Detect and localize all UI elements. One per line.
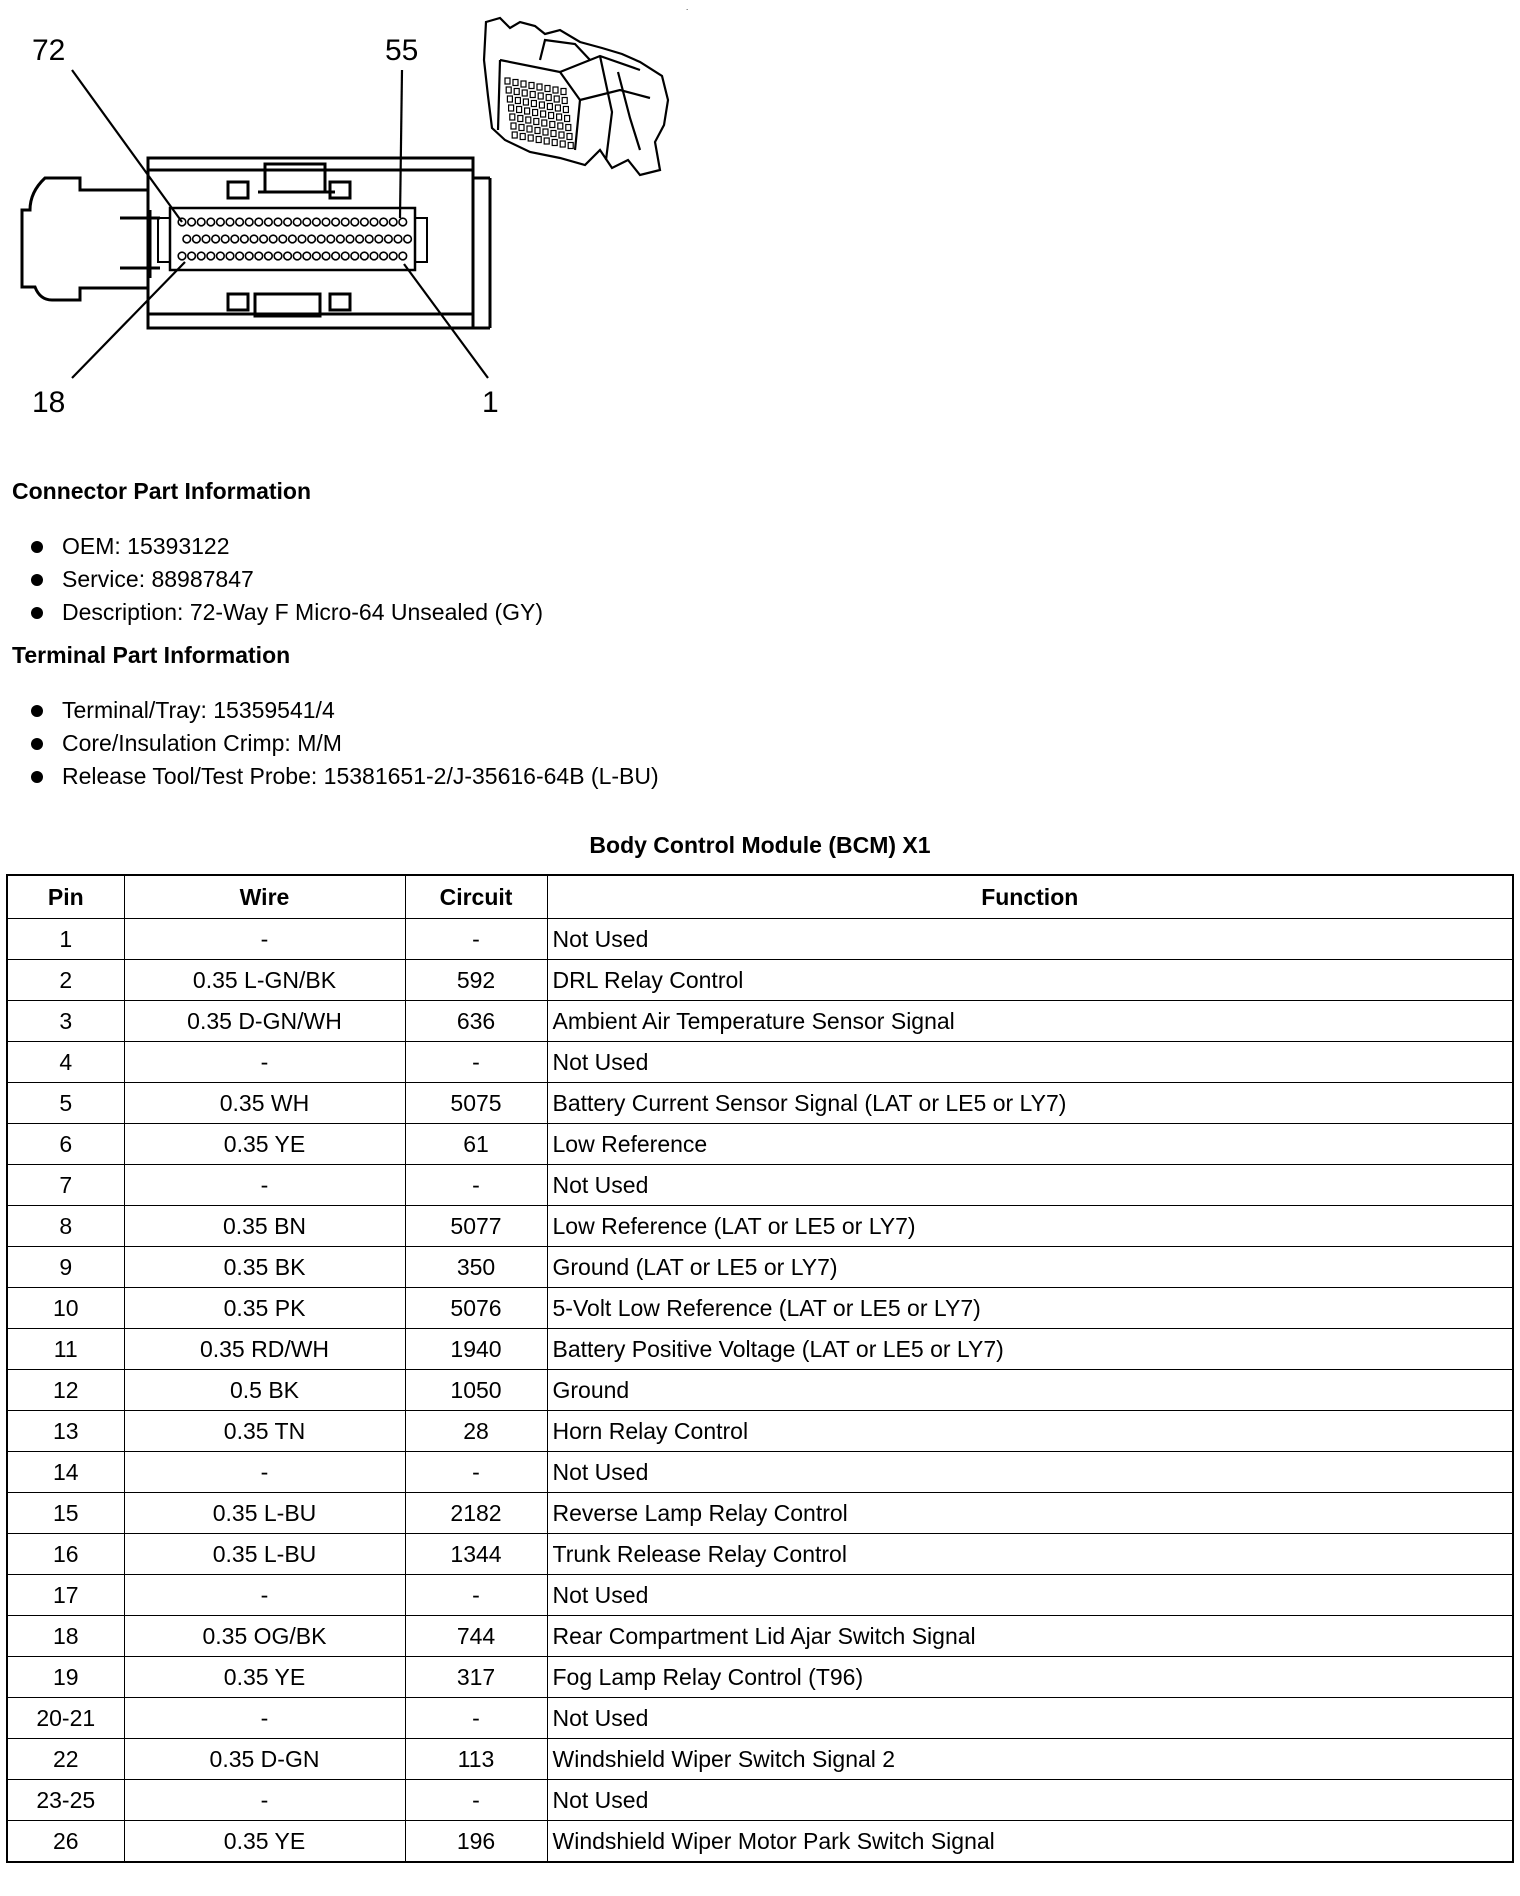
connector-description-item: Description: 72-Way F Micro-64 Unsealed (GY) bbox=[28, 596, 543, 629]
iso-pin-cavity bbox=[537, 84, 542, 90]
function-cell: 5-Volt Low Reference (LAT or LE5 or LY7) bbox=[547, 1288, 1513, 1329]
circuit-cell: 113 bbox=[405, 1739, 547, 1780]
pin-cavity-frame bbox=[170, 208, 415, 270]
pin-cavity bbox=[274, 252, 282, 260]
pin-cavity bbox=[389, 252, 397, 260]
pin-cavity bbox=[236, 252, 244, 260]
pin-cavity bbox=[394, 235, 402, 243]
circuit-cell: 1940 bbox=[405, 1329, 547, 1370]
wire-cell: 0.35 TN bbox=[124, 1411, 405, 1452]
table-row bbox=[7, 1288, 1513, 1329]
iso-pin-cavity bbox=[512, 132, 517, 138]
pin-cavity bbox=[332, 218, 340, 226]
pin-cell: 14 bbox=[7, 1452, 124, 1493]
iso-pin-cavity bbox=[506, 87, 511, 93]
circuit-cell: - bbox=[405, 1042, 547, 1083]
pin-cavity bbox=[389, 218, 397, 226]
pin-cavity bbox=[197, 252, 205, 260]
circuit-cell: 1050 bbox=[405, 1370, 547, 1411]
iso-pin-cavity bbox=[558, 123, 563, 129]
header-circuit: Circuit bbox=[405, 875, 547, 919]
table-row bbox=[7, 1206, 1513, 1247]
table-row bbox=[7, 1780, 1513, 1821]
circuit-cell: 61 bbox=[405, 1124, 547, 1165]
pin-cell: 19 bbox=[7, 1657, 124, 1698]
iso-pin-cavity bbox=[517, 107, 522, 113]
pin-cavity bbox=[293, 252, 301, 260]
iso-pin-cavity bbox=[565, 116, 570, 122]
iso-pin-cavity bbox=[519, 125, 524, 131]
pin-cell: 10 bbox=[7, 1288, 124, 1329]
pin-cavity bbox=[308, 235, 316, 243]
iso-pin-cavity bbox=[568, 143, 573, 149]
wire-cell: 0.5 BK bbox=[124, 1370, 405, 1411]
pin-cavity bbox=[380, 252, 388, 260]
iso-pin-cavity bbox=[523, 99, 528, 105]
pin-cavity bbox=[202, 235, 210, 243]
pin-cell: 8 bbox=[7, 1206, 124, 1247]
table-row bbox=[7, 1042, 1513, 1083]
iso-pin-cavity bbox=[566, 125, 571, 131]
table-row bbox=[7, 1534, 1513, 1575]
pin-cell: 17 bbox=[7, 1575, 124, 1616]
pin-cavity bbox=[370, 252, 378, 260]
pin-cavity bbox=[236, 218, 244, 226]
pin-cavity bbox=[341, 218, 349, 226]
pin-cavity bbox=[380, 218, 388, 226]
pin-cavity bbox=[212, 235, 220, 243]
pin-cavity bbox=[279, 235, 287, 243]
iso-pin-cavity bbox=[534, 119, 539, 125]
connector-part-title: Connector Part Information bbox=[12, 478, 312, 504]
terminal-tray-item: Terminal/Tray: 15359541/4 bbox=[28, 694, 659, 727]
wire-cell: 0.35 D-GN/WH bbox=[124, 1001, 405, 1042]
function-cell: Reverse Lamp Relay Control bbox=[547, 1493, 1513, 1534]
iso-pin-cavity bbox=[527, 126, 532, 132]
pin-cavity bbox=[221, 235, 229, 243]
pin-cavity bbox=[284, 218, 292, 226]
pin-cavity bbox=[226, 252, 234, 260]
iso-pin-cavity bbox=[562, 98, 567, 104]
table-row bbox=[7, 1493, 1513, 1534]
iso-pin-cavity bbox=[539, 102, 544, 108]
pin-label-18: 18 bbox=[32, 386, 66, 419]
iso-pin-cavity bbox=[525, 108, 530, 114]
wire-cell: 0.35 YE bbox=[124, 1124, 405, 1165]
pin-cavity bbox=[351, 218, 359, 226]
pin-cavity bbox=[298, 235, 306, 243]
pin-cavity bbox=[404, 235, 412, 243]
circuit-cell: - bbox=[405, 1575, 547, 1616]
pin-cavity bbox=[341, 252, 349, 260]
iso-pin-cavity bbox=[511, 123, 516, 129]
pin-cavity bbox=[346, 235, 354, 243]
table-row bbox=[7, 1698, 1513, 1739]
circuit-cell: 744 bbox=[405, 1616, 547, 1657]
wire-cell: - bbox=[124, 1780, 405, 1821]
pin-label-55: 55 bbox=[385, 34, 419, 67]
table-row bbox=[7, 1370, 1513, 1411]
circuit-cell: - bbox=[405, 1165, 547, 1206]
iso-pin-cavity bbox=[507, 96, 512, 102]
pin-cavity bbox=[385, 235, 393, 243]
pin-cell: 15 bbox=[7, 1493, 124, 1534]
header-pin: Pin bbox=[7, 875, 124, 919]
pin-cavity bbox=[327, 235, 335, 243]
iso-pin-cavity bbox=[515, 98, 520, 104]
pin-cavity bbox=[274, 218, 282, 226]
pin-cavity bbox=[231, 235, 239, 243]
pin-cell: 6 bbox=[7, 1124, 124, 1165]
circuit-cell: - bbox=[405, 1780, 547, 1821]
terminal-crimp-item: Core/Insulation Crimp: M/M bbox=[28, 727, 659, 760]
iso-pin-cavity bbox=[549, 113, 554, 119]
pin-cavity bbox=[245, 252, 253, 260]
pin-cavity bbox=[289, 235, 297, 243]
iso-pin-cavity bbox=[536, 137, 541, 143]
pinout-table bbox=[6, 874, 1514, 1863]
iso-pin-cavity bbox=[552, 140, 557, 146]
table-row bbox=[7, 1165, 1513, 1206]
wire-cell: 0.35 D-GN bbox=[124, 1739, 405, 1780]
pin-cavity bbox=[356, 235, 364, 243]
wire-cell: - bbox=[124, 1042, 405, 1083]
circuit-cell: - bbox=[405, 1452, 547, 1493]
pin-cell: 5 bbox=[7, 1083, 124, 1124]
iso-pin-cavity bbox=[553, 87, 558, 93]
pin-cavity bbox=[322, 218, 330, 226]
function-cell: Not Used bbox=[547, 1780, 1513, 1821]
iso-pin-cavity bbox=[531, 101, 536, 107]
function-cell: Windshield Wiper Switch Signal 2 bbox=[547, 1739, 1513, 1780]
pin-cavity bbox=[322, 252, 330, 260]
header-wire: Wire bbox=[124, 875, 405, 919]
terminal-part-title: Terminal Part Information bbox=[12, 642, 291, 668]
iso-pin-cavity bbox=[547, 104, 552, 110]
pin-cavity bbox=[317, 235, 325, 243]
function-cell: Not Used bbox=[547, 919, 1513, 960]
function-cell: Horn Relay Control bbox=[547, 1411, 1513, 1452]
pin-cavity bbox=[188, 218, 196, 226]
header-function: Function bbox=[547, 875, 1513, 919]
table-row bbox=[7, 1657, 1513, 1698]
pin-cavity bbox=[313, 218, 321, 226]
circuit-cell: 2182 bbox=[405, 1493, 547, 1534]
pin-cell: 18 bbox=[7, 1616, 124, 1657]
table-row bbox=[7, 1329, 1513, 1370]
wire-cell: 0.35 RD/WH bbox=[124, 1329, 405, 1370]
wire-cell: 0.35 L-GN/BK bbox=[124, 960, 405, 1001]
pin-cell: 11 bbox=[7, 1329, 124, 1370]
pin-cavity bbox=[217, 218, 225, 226]
connector-left-tab bbox=[22, 178, 148, 300]
table-row bbox=[7, 960, 1513, 1001]
pin-label-72: 72 bbox=[32, 34, 66, 67]
pin-cavity bbox=[178, 252, 186, 260]
pin-cavity bbox=[332, 252, 340, 260]
function-cell: Ground (LAT or LE5 or LY7) bbox=[547, 1247, 1513, 1288]
circuit-cell: 5075 bbox=[405, 1083, 547, 1124]
circuit-cell: 28 bbox=[405, 1411, 547, 1452]
wire-cell: 0.35 L-BU bbox=[124, 1534, 405, 1575]
function-cell: Ambient Air Temperature Sensor Signal bbox=[547, 1001, 1513, 1042]
pin-cavity bbox=[245, 218, 253, 226]
function-cell: Fog Lamp Relay Control (T96) bbox=[547, 1657, 1513, 1698]
pin-cavity bbox=[255, 252, 263, 260]
pin-cavity bbox=[226, 218, 234, 226]
iso-pin-cavity bbox=[509, 105, 514, 111]
pin-cavity bbox=[337, 235, 345, 243]
function-cell: DRL Relay Control bbox=[547, 960, 1513, 1001]
iso-pin-cavity bbox=[555, 105, 560, 111]
table-body bbox=[7, 919, 1513, 1863]
pin-cavity bbox=[370, 218, 378, 226]
iso-pin-cavity bbox=[530, 92, 535, 98]
leader-line-1 bbox=[404, 264, 488, 378]
table-row bbox=[7, 1821, 1513, 1863]
wire-cell: 0.35 YE bbox=[124, 1657, 405, 1698]
pin-cavity bbox=[399, 252, 407, 260]
leader-line-55 bbox=[400, 70, 402, 218]
iso-pin-cavity bbox=[542, 120, 547, 126]
pin-cell: 13 bbox=[7, 1411, 124, 1452]
circuit-cell: 350 bbox=[405, 1247, 547, 1288]
pin-cavity bbox=[183, 235, 191, 243]
pin-cell: 23-25 bbox=[7, 1780, 124, 1821]
iso-pin-cavity bbox=[544, 138, 549, 144]
connector-diagram bbox=[0, 0, 720, 440]
iso-pin-cavity bbox=[545, 86, 550, 92]
wire-cell: 0.35 BN bbox=[124, 1206, 405, 1247]
iso-pin-cavity bbox=[543, 129, 548, 135]
iso-pin-cavity bbox=[522, 90, 527, 96]
circuit-cell: 196 bbox=[405, 1821, 547, 1863]
pin-cavity bbox=[361, 218, 369, 226]
pin-cavity bbox=[361, 252, 369, 260]
function-cell: Battery Current Sensor Signal (LAT or LE5 or LY7) bbox=[547, 1083, 1513, 1124]
wire-cell: 0.35 PK bbox=[124, 1288, 405, 1329]
pin-cavity bbox=[241, 235, 249, 243]
table-row bbox=[7, 1575, 1513, 1616]
wire-cell: - bbox=[124, 1452, 405, 1493]
iso-pin-cavity bbox=[533, 110, 538, 116]
pin-cavity-grid bbox=[178, 218, 411, 260]
pin-cavity bbox=[193, 235, 201, 243]
table-row bbox=[7, 1124, 1513, 1165]
function-cell: Rear Compartment Lid Ajar Switch Signal bbox=[547, 1616, 1513, 1657]
pin-cell: 4 bbox=[7, 1042, 124, 1083]
circuit-cell: - bbox=[405, 1698, 547, 1739]
wire-cell: 0.35 YE bbox=[124, 1821, 405, 1863]
iso-pin-cavity bbox=[561, 89, 566, 95]
connector-part-list bbox=[28, 530, 543, 629]
circuit-cell: 5076 bbox=[405, 1288, 547, 1329]
table-row bbox=[7, 1001, 1513, 1042]
pin-cavity bbox=[197, 218, 205, 226]
iso-pin-cavity bbox=[521, 81, 526, 87]
pin-cavity bbox=[375, 235, 383, 243]
pin-cell: 26 bbox=[7, 1821, 124, 1863]
pin-cell: 16 bbox=[7, 1534, 124, 1575]
iso-pin-cavity bbox=[526, 117, 531, 123]
table-row bbox=[7, 1616, 1513, 1657]
table-title: Body Control Module (BCM) X1 bbox=[589, 832, 931, 858]
wire-cell: - bbox=[124, 919, 405, 960]
table-row bbox=[7, 1411, 1513, 1452]
iso-pin-cavity bbox=[510, 114, 515, 120]
iso-pin-cavity bbox=[529, 83, 534, 89]
function-cell: Trunk Release Relay Control bbox=[547, 1534, 1513, 1575]
function-cell: Not Used bbox=[547, 1575, 1513, 1616]
circuit-cell: 5077 bbox=[405, 1206, 547, 1247]
pin-label-1: 1 bbox=[482, 386, 499, 419]
pin-cavity bbox=[207, 252, 215, 260]
pin-cell: 3 bbox=[7, 1001, 124, 1042]
iso-pin-cavity bbox=[559, 132, 564, 138]
iso-pin-cavity bbox=[551, 131, 556, 137]
circuit-cell: 1344 bbox=[405, 1534, 547, 1575]
circuit-cell: - bbox=[405, 919, 547, 960]
function-cell: Low Reference bbox=[547, 1124, 1513, 1165]
pin-cavity bbox=[351, 252, 359, 260]
pin-cavity bbox=[399, 218, 407, 226]
table-row bbox=[7, 1247, 1513, 1288]
pin-cavity bbox=[303, 252, 311, 260]
pin-cavity bbox=[265, 252, 273, 260]
pin-cell: 9 bbox=[7, 1247, 124, 1288]
terminal-release-tool-item: Release Tool/Test Probe: 15381651-2/J-35616-64B (L-BU) bbox=[28, 760, 659, 793]
function-cell: Battery Positive Voltage (LAT or LE5 or LY7) bbox=[547, 1329, 1513, 1370]
iso-pin-cavity bbox=[541, 111, 546, 117]
iso-pin-cavity bbox=[560, 141, 565, 147]
function-cell: Ground bbox=[547, 1370, 1513, 1411]
circuit-cell: 317 bbox=[405, 1657, 547, 1698]
pin-cavity bbox=[365, 235, 373, 243]
circuit-cell: 636 bbox=[405, 1001, 547, 1042]
wire-cell: 0.35 OG/BK bbox=[124, 1616, 405, 1657]
wire-cell: - bbox=[124, 1698, 405, 1739]
pin-cavity bbox=[217, 252, 225, 260]
pin-cell: 7 bbox=[7, 1165, 124, 1206]
iso-pin-cavity bbox=[513, 80, 518, 86]
iso-pin-cavity bbox=[520, 134, 525, 140]
wire-cell: 0.35 WH bbox=[124, 1083, 405, 1124]
pin-cavity bbox=[207, 218, 215, 226]
iso-pin-cavity bbox=[550, 122, 555, 128]
terminal-part-list bbox=[28, 694, 659, 793]
iso-pin-cavity bbox=[538, 93, 543, 99]
pin-cell: 1 bbox=[7, 919, 124, 960]
pin-cavity bbox=[303, 218, 311, 226]
iso-pin-cavity bbox=[546, 95, 551, 101]
pin-cavity bbox=[260, 235, 268, 243]
pin-cell: 20-21 bbox=[7, 1698, 124, 1739]
wire-cell: - bbox=[124, 1575, 405, 1616]
wire-cell: 0.35 L-BU bbox=[124, 1493, 405, 1534]
function-cell: Low Reference (LAT or LE5 or LY7) bbox=[547, 1206, 1513, 1247]
iso-pin-cavity bbox=[518, 116, 523, 122]
wire-cell: - bbox=[124, 1165, 405, 1206]
pin-cell: 2 bbox=[7, 960, 124, 1001]
pin-cavity bbox=[269, 235, 277, 243]
pin-cavity bbox=[293, 218, 301, 226]
table-row bbox=[7, 919, 1513, 960]
iso-pin-cavity bbox=[505, 78, 510, 84]
table-header-row bbox=[7, 875, 1513, 919]
pin-cavity bbox=[313, 252, 321, 260]
leader-line-18 bbox=[72, 262, 185, 378]
pin-cavity bbox=[188, 252, 196, 260]
iso-pin-cavity bbox=[554, 96, 559, 102]
iso-pin-cavity bbox=[557, 114, 562, 120]
pin-cavity bbox=[265, 218, 273, 226]
pin-cell: 22 bbox=[7, 1739, 124, 1780]
iso-pin-cavity bbox=[567, 134, 572, 140]
pin-cell: 12 bbox=[7, 1370, 124, 1411]
pin-cavity bbox=[255, 218, 263, 226]
circuit-cell: 592 bbox=[405, 960, 547, 1001]
table-row bbox=[7, 1739, 1513, 1780]
pin-cavity bbox=[250, 235, 258, 243]
connector-oem-item: OEM: 15393122 bbox=[28, 530, 543, 563]
iso-pin-cavity bbox=[535, 128, 540, 134]
iso-pin-cavity bbox=[563, 107, 568, 113]
connector-service-item: Service: 88987847 bbox=[28, 563, 543, 596]
function-cell: Not Used bbox=[547, 1165, 1513, 1206]
leader-line-72 bbox=[72, 70, 182, 222]
iso-pin-cavity bbox=[514, 89, 519, 95]
table-row bbox=[7, 1452, 1513, 1493]
pin-cavity bbox=[284, 252, 292, 260]
function-cell: Not Used bbox=[547, 1452, 1513, 1493]
svg-text:.: . bbox=[686, 3, 689, 12]
function-cell: Windshield Wiper Motor Park Switch Signal bbox=[547, 1821, 1513, 1863]
iso-pin-cavity bbox=[528, 135, 533, 141]
wire-cell: 0.35 BK bbox=[124, 1247, 405, 1288]
function-cell: Not Used bbox=[547, 1042, 1513, 1083]
table-row bbox=[7, 1083, 1513, 1124]
function-cell: Not Used bbox=[547, 1698, 1513, 1739]
